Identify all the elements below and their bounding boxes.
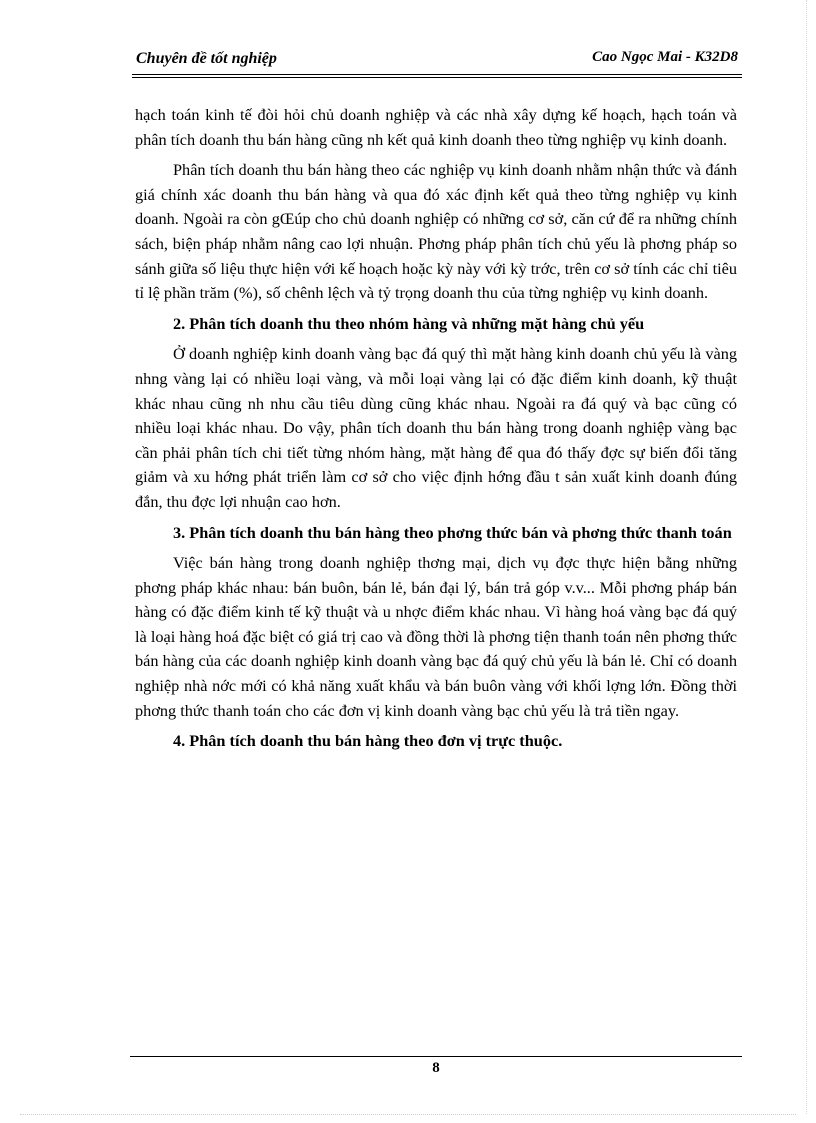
document-body	[135, 103, 737, 760]
page-edge-right	[806, 0, 807, 1114]
paragraph-4: Việc bán hàng trong doanh nghiệp thơng mại, dịch vụ đợc thực hiện bằng những phơng pháp khác nhau: bán buôn, bán lẻ, bán đại lý, bán trả góp v.v... Mỗi phơng pháp bán hàng có đặc điểm kinh tế kỹ thuật và u nhợc điểm khác nhau. Vì hàng hoá vàng bạc đá quý là loại hàng hoá đặc biệt có giá trị cao và đồng thời là phơng tiện thanh toán nên phơng thức bán hàng của các doanh nghiệp kinh doanh vàng bạc đá quý chủ yếu là bán lẻ. Chỉ có doanh nghiệp nhà nớc mới có khả năng xuất khẩu và bán buôn vàng với khối lợng lớn. Đồng thời phơng thức thanh toán cho các đơn vị kinh doanh vàng bạc chủ yếu là trả tiền ngay.	[135, 553, 737, 720]
page-number: 8	[432, 1060, 440, 1076]
page-edge-bottom	[20, 1114, 796, 1115]
paragraph-2: Phân tích doanh thu bán hàng theo các nghiệp vụ kinh doanh nhằm nhận thức và đánh giá chính xác doanh thu bán hàng và qua đó xác định kết quả theo từng nghiệp vụ kinh doanh. Ngoài ra còn gŒúp cho chủ doanh nghiệp có những cơ sở, căn cứ để ra những chính sách, biện pháp nhằm nâng cao lợi nhuận. Phơng pháp phân tích chủ yếu là phơng pháp so sánh giữa số liệu thực hiện với kế hoạch hoặc kỳ này với kỳ trớc, trên cơ sở tính các chỉ tiêu tỉ lệ phần trăm (%), số chênh lệch và tỷ trọng doanh thu của từng nghiệp vụ kinh doanh.	[135, 160, 737, 303]
page-header	[132, 40, 742, 78]
header-author: Cao Ngọc Mai - K32D8	[592, 49, 738, 65]
footer-divider	[130, 1056, 742, 1057]
section-heading-2: 2. Phân tích doanh thu theo nhóm hàng và những mặt hàng chủ yếu	[173, 313, 645, 333]
section-heading-3: 3. Phân tích doanh thu bán hàng theo phơng thức bán và phơng thức thanh toán	[173, 522, 732, 542]
header-title: Chuyên đề tốt nghiệp	[136, 50, 277, 67]
paragraph-3: Ở doanh nghiệp kinh doanh vàng bạc đá quý thì mặt hàng kinh doanh chủ yếu là vàng nhng vàng lại có nhiều loại vàng, và mỗi loại vàng lại có đặc điểm kinh doanh, kỹ thuật khác nhau cũng nh nhu cầu tiêu dùng cũng khác nhau. Ngoài ra đá quý và bạc cũng có nhiều loại khác nhau. Do vậy, phân tích doanh thu bán hàng trong doanh nghiệp vàng bạc cần phải phân tích chi tiết từng nhóm hàng, mặt hàng để qua đó thấy đợc sự biến đổi tăng giảm và xu hớng phát triển làm cơ sở cho việc định hớng đầu t sản xuất kinh doanh đúng đắn, thu đợc lợi nhuận cao hơn.	[135, 344, 737, 511]
section-heading-4: 4. Phân tích doanh thu bán hàng theo đơn vị trực thuộc.	[173, 731, 563, 751]
paragraph-1: hạch toán kinh tế đòi hỏi chủ doanh nghiệp và các nhà xây dựng kế hoạch, hạch toán và phân tích doanh thu bán hàng cũng nh kết quả kinh doanh theo từng nghiệp vụ kinh doanh.	[135, 105, 737, 149]
